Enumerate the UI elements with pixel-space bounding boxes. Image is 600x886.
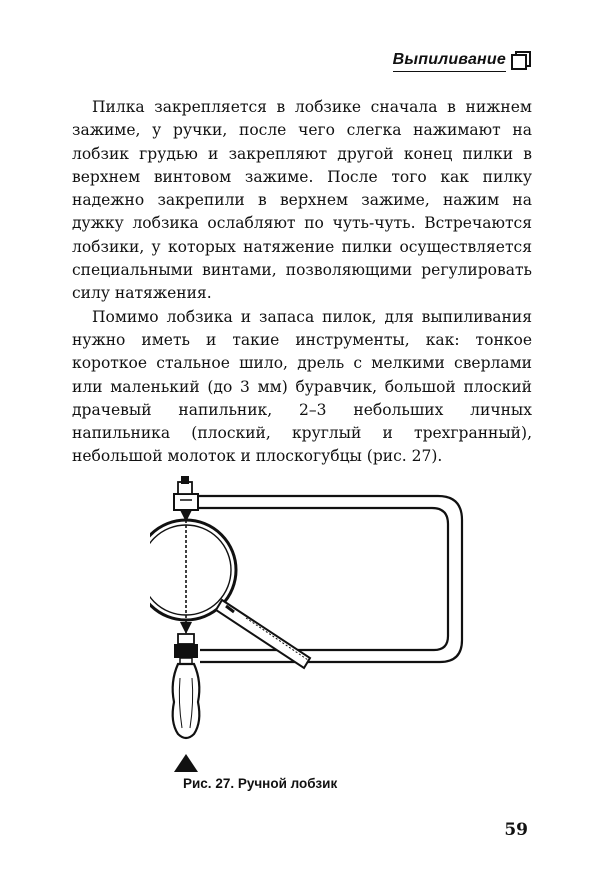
running-header [393, 50, 532, 72]
section-title: Выпиливание [393, 51, 506, 72]
saw-frame [198, 496, 462, 662]
top-clamp-icon [174, 476, 198, 522]
fretsaw-illustration [150, 472, 480, 772]
body-text [72, 96, 532, 469]
paragraph-2: Помимо лобзика и запаса пилок, для выпиливания нужно иметь и такие инструменты, как: тонкое короткое стальное шило, дрель с мелкими сверлами или маленький (до 3 мм) буравчик, большой плоский драчевый напильник, 2–3 небольших личных напильника (плоский, круглый и трехгранный), небольшой молоток и плоскогубцы (рис. 27). [72, 307, 532, 466]
bottom-clamp-icon [174, 622, 198, 664]
figure-caption: Рис. 27. Ручной лобзик [183, 776, 338, 791]
marker-triangle-icon [174, 754, 198, 772]
saw-handle-icon [173, 664, 200, 738]
paragraph-1: Пилка закрепляется в лобзике сначала в нижнем зажиме, у ручки, после чего слегка нажимают на лобзик грудью и закрепляют другой конец пилки в верхнем винтовом зажиме. После того как пилку надежно закрепили в верхнем зажиме, нажим на дужку лобзика ослабляют по чуть-чуть. Встречаются лобзики, у которых натяжение пилки осуществляется специальными винтами, позволяющими регулировать силу натяжения. [72, 98, 532, 303]
square-frame-icon [510, 50, 532, 72]
page-number: 59 [504, 820, 528, 840]
